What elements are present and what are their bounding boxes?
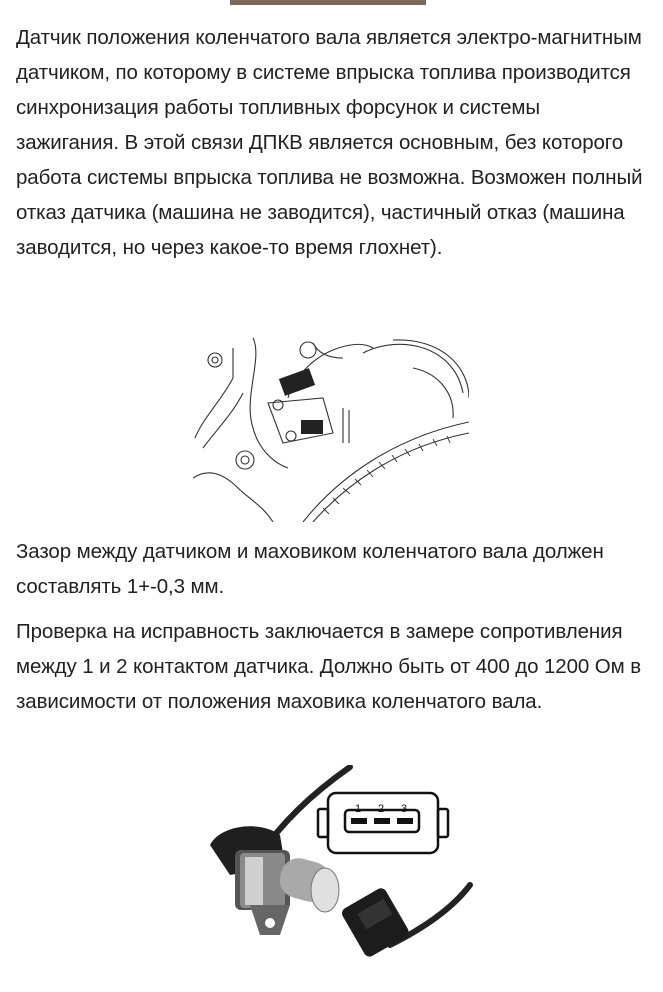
crankshaft-sensor-photo-icon	[190, 765, 480, 987]
top-image-edge	[230, 0, 426, 5]
sensor-mount-drawing-icon	[193, 338, 469, 522]
pin-2-label: 2	[378, 803, 385, 815]
intro-paragraph: Датчик положения коленчатого вала является электро-магнитным датчиком, по которому в системе впрыска топлива производится синхронизация работы топливных форсунок и системы зажигания. В этой связи ДПКВ является основным, без которого работа системы впрыска топлива не возможна. Возможен полный отказ датчика (машина не заводится), частичный отказ (машина заводится, но через какое-то время глохнет).	[16, 26, 643, 259]
check-paragraph: Проверка на исправность заключается в замере сопротивления между 1 и 2 контактом датчика. Должно быть от 400 до 1200 Ом в зависимости от положения маховика коленчатого вала.	[16, 620, 642, 713]
gap-paragraph: Зазор между датчиком и маховиком коленчатого вала должен составлять 1+-0,3 мм.	[16, 540, 604, 598]
pin-3-label: 3	[401, 803, 408, 815]
pin-1-label: 1	[355, 803, 362, 815]
